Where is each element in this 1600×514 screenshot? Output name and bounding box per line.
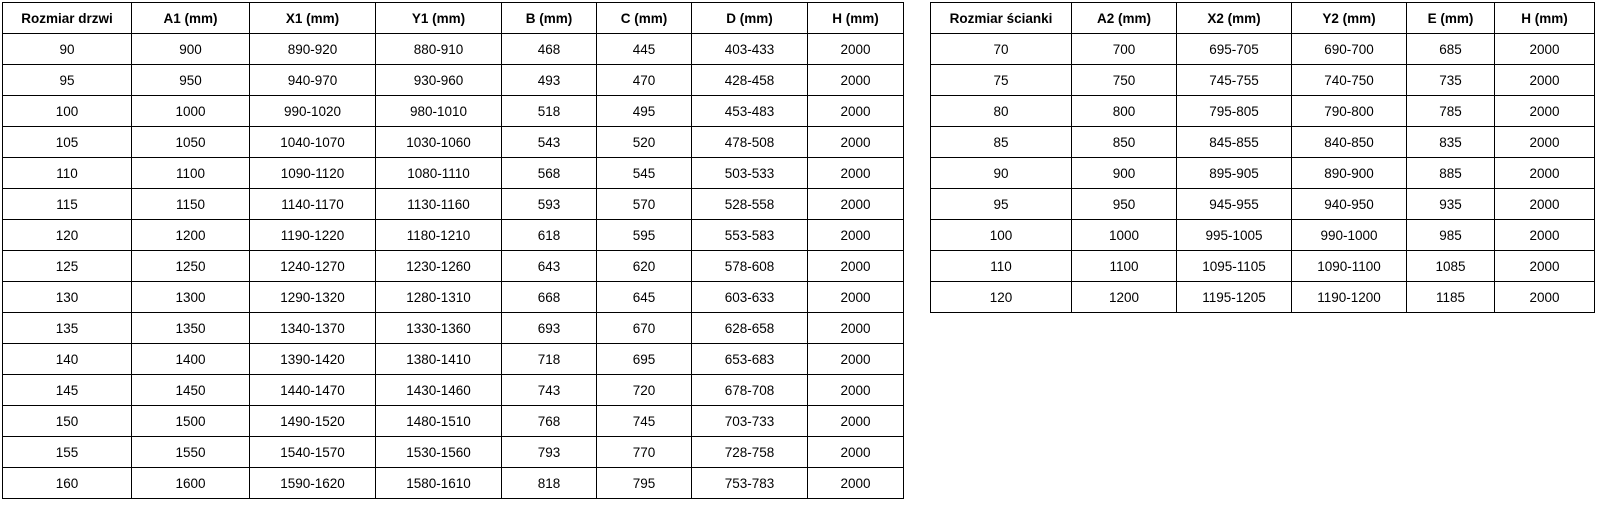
table-cell: 690-700 xyxy=(1292,34,1407,65)
table-cell: 1350 xyxy=(132,313,250,344)
table-cell: 668 xyxy=(502,282,597,313)
table-cell: 2000 xyxy=(808,127,904,158)
table-cell: 120 xyxy=(931,282,1072,313)
table-cell: 1500 xyxy=(132,406,250,437)
table-cell: 850 xyxy=(1072,127,1177,158)
table-cell: 85 xyxy=(931,127,1072,158)
table-row xyxy=(931,65,1595,96)
table-cell: 890-920 xyxy=(250,34,376,65)
column-header: X1 (mm) xyxy=(250,3,376,34)
column-header: B (mm) xyxy=(502,3,597,34)
table-cell: 1530-1560 xyxy=(376,437,502,468)
table-cell: 1550 xyxy=(132,437,250,468)
table-row xyxy=(3,158,904,189)
table-cell: 453-483 xyxy=(692,96,808,127)
table-cell: 70 xyxy=(931,34,1072,65)
table-cell: 568 xyxy=(502,158,597,189)
table-cell: 110 xyxy=(931,251,1072,282)
table-cell: 703-733 xyxy=(692,406,808,437)
table-cell: 1330-1360 xyxy=(376,313,502,344)
table-cell: 1280-1310 xyxy=(376,282,502,313)
table-cell: 628-658 xyxy=(692,313,808,344)
table-cell: 578-608 xyxy=(692,251,808,282)
table-cell: 90 xyxy=(931,158,1072,189)
table-cell: 2000 xyxy=(808,282,904,313)
table-cell: 785 xyxy=(1407,96,1495,127)
table-row xyxy=(931,282,1595,313)
table-cell: 885 xyxy=(1407,158,1495,189)
table-cell: 1230-1260 xyxy=(376,251,502,282)
table-cell: 1480-1510 xyxy=(376,406,502,437)
table-cell: 150 xyxy=(3,406,132,437)
table-cell: 718 xyxy=(502,344,597,375)
table-cell: 940-950 xyxy=(1292,189,1407,220)
column-header: Rozmiar ścianki xyxy=(931,3,1072,34)
table-row xyxy=(3,251,904,282)
table-cell: 1300 xyxy=(132,282,250,313)
table-cell: 1080-1110 xyxy=(376,158,502,189)
table-cell: 835 xyxy=(1407,127,1495,158)
walls-dimensions-table xyxy=(930,2,1595,313)
table-cell: 105 xyxy=(3,127,132,158)
table-cell: 735 xyxy=(1407,65,1495,96)
table-row xyxy=(3,437,904,468)
table-cell: 995-1005 xyxy=(1177,220,1292,251)
table-cell: 1450 xyxy=(132,375,250,406)
table-cell: 155 xyxy=(3,437,132,468)
table-cell: 1390-1420 xyxy=(250,344,376,375)
table-cell: 2000 xyxy=(808,344,904,375)
table-cell: 985 xyxy=(1407,220,1495,251)
table-cell: 745 xyxy=(597,406,692,437)
table-row xyxy=(3,127,904,158)
table-cell: 1100 xyxy=(132,158,250,189)
column-header: X2 (mm) xyxy=(1177,3,1292,34)
column-header: D (mm) xyxy=(692,3,808,34)
table-cell: 695 xyxy=(597,344,692,375)
table-cell: 2000 xyxy=(1495,158,1595,189)
table-cell: 935 xyxy=(1407,189,1495,220)
table-cell: 793 xyxy=(502,437,597,468)
table-cell: 930-960 xyxy=(376,65,502,96)
table-cell: 1580-1610 xyxy=(376,468,502,499)
table-cell: 1290-1320 xyxy=(250,282,376,313)
table-row xyxy=(931,96,1595,127)
table-cell: 840-850 xyxy=(1292,127,1407,158)
table-cell: 518 xyxy=(502,96,597,127)
table-cell: 2000 xyxy=(1495,96,1595,127)
table-cell: 2000 xyxy=(808,220,904,251)
table-cell: 1185 xyxy=(1407,282,1495,313)
table-cell: 945-955 xyxy=(1177,189,1292,220)
table-cell: 743 xyxy=(502,375,597,406)
table-cell: 2000 xyxy=(808,437,904,468)
table-row xyxy=(931,158,1595,189)
table-cell: 800 xyxy=(1072,96,1177,127)
table-cell: 140 xyxy=(3,344,132,375)
table-cell: 768 xyxy=(502,406,597,437)
table-row xyxy=(3,65,904,96)
table-cell: 135 xyxy=(3,313,132,344)
table-cell: 403-433 xyxy=(692,34,808,65)
table-cell: 493 xyxy=(502,65,597,96)
table-cell: 2000 xyxy=(1495,251,1595,282)
table-cell: 618 xyxy=(502,220,597,251)
table-cell: 503-533 xyxy=(692,158,808,189)
table-cell: 700 xyxy=(1072,34,1177,65)
table-cell: 95 xyxy=(3,65,132,96)
table-cell: 890-900 xyxy=(1292,158,1407,189)
table-header-row xyxy=(931,3,1595,34)
table-row xyxy=(3,96,904,127)
table-cell: 2000 xyxy=(808,65,904,96)
table-cell: 2000 xyxy=(808,313,904,344)
column-header: Y1 (mm) xyxy=(376,3,502,34)
table-cell: 80 xyxy=(931,96,1072,127)
table-cell: 593 xyxy=(502,189,597,220)
table-row xyxy=(931,220,1595,251)
table-cell: 980-1010 xyxy=(376,96,502,127)
table-cell: 950 xyxy=(132,65,250,96)
table-cell: 1130-1160 xyxy=(376,189,502,220)
table-cell: 720 xyxy=(597,375,692,406)
table-cell: 645 xyxy=(597,282,692,313)
table-cell: 1240-1270 xyxy=(250,251,376,282)
table-cell: 130 xyxy=(3,282,132,313)
table-cell: 100 xyxy=(3,96,132,127)
table-cell: 553-583 xyxy=(692,220,808,251)
table-cell: 1000 xyxy=(1072,220,1177,251)
table-cell: 1150 xyxy=(132,189,250,220)
table-cell: 1380-1410 xyxy=(376,344,502,375)
table-cell: 545 xyxy=(597,158,692,189)
table-row xyxy=(3,406,904,437)
table-cell: 570 xyxy=(597,189,692,220)
table-cell: 2000 xyxy=(1495,34,1595,65)
table-cell: 1140-1170 xyxy=(250,189,376,220)
table-cell: 693 xyxy=(502,313,597,344)
table-cell: 643 xyxy=(502,251,597,282)
table-cell: 1490-1520 xyxy=(250,406,376,437)
table-cell: 740-750 xyxy=(1292,65,1407,96)
table-cell: 818 xyxy=(502,468,597,499)
walls-dimensions-table-container xyxy=(930,2,1595,313)
table-cell: 100 xyxy=(931,220,1072,251)
table-cell: 900 xyxy=(132,34,250,65)
table-cell: 1085 xyxy=(1407,251,1495,282)
table-cell: 2000 xyxy=(1495,65,1595,96)
table-cell: 2000 xyxy=(808,158,904,189)
table-cell: 1190-1220 xyxy=(250,220,376,251)
table-cell: 1090-1120 xyxy=(250,158,376,189)
table-cell: 770 xyxy=(597,437,692,468)
table-cell: 75 xyxy=(931,65,1072,96)
table-row xyxy=(3,344,904,375)
table-cell: 2000 xyxy=(1495,220,1595,251)
table-cell: 145 xyxy=(3,375,132,406)
table-cell: 790-800 xyxy=(1292,96,1407,127)
table-cell: 1040-1070 xyxy=(250,127,376,158)
table-cell: 470 xyxy=(597,65,692,96)
table-cell: 2000 xyxy=(808,468,904,499)
table-cell: 468 xyxy=(502,34,597,65)
table-cell: 845-855 xyxy=(1177,127,1292,158)
table-row xyxy=(3,282,904,313)
table-cell: 120 xyxy=(3,220,132,251)
column-header: H (mm) xyxy=(1495,3,1595,34)
table-row xyxy=(931,127,1595,158)
table-header-row xyxy=(3,3,904,34)
table-cell: 2000 xyxy=(1495,282,1595,313)
column-header: A1 (mm) xyxy=(132,3,250,34)
table-row xyxy=(3,220,904,251)
table-cell: 445 xyxy=(597,34,692,65)
table-cell: 950 xyxy=(1072,189,1177,220)
table-cell: 750 xyxy=(1072,65,1177,96)
table-cell: 110 xyxy=(3,158,132,189)
doors-dimensions-table xyxy=(2,2,904,499)
table-cell: 1050 xyxy=(132,127,250,158)
table-cell: 728-758 xyxy=(692,437,808,468)
table-cell: 595 xyxy=(597,220,692,251)
table-cell: 2000 xyxy=(808,375,904,406)
column-header: H (mm) xyxy=(808,3,904,34)
table-cell: 528-558 xyxy=(692,189,808,220)
table-cell: 1200 xyxy=(1072,282,1177,313)
table-cell: 678-708 xyxy=(692,375,808,406)
table-cell: 1590-1620 xyxy=(250,468,376,499)
table-cell: 1340-1370 xyxy=(250,313,376,344)
table-cell: 880-910 xyxy=(376,34,502,65)
table-row xyxy=(3,189,904,220)
column-header: E (mm) xyxy=(1407,3,1495,34)
table-cell: 2000 xyxy=(1495,127,1595,158)
table-cell: 900 xyxy=(1072,158,1177,189)
table-cell: 653-683 xyxy=(692,344,808,375)
table-cell: 160 xyxy=(3,468,132,499)
table-row xyxy=(3,468,904,499)
table-cell: 685 xyxy=(1407,34,1495,65)
column-header: A2 (mm) xyxy=(1072,3,1177,34)
table-row xyxy=(931,189,1595,220)
table-cell: 115 xyxy=(3,189,132,220)
table-row xyxy=(931,251,1595,282)
table-cell: 753-783 xyxy=(692,468,808,499)
column-header: Rozmiar drzwi xyxy=(3,3,132,34)
table-cell: 695-705 xyxy=(1177,34,1292,65)
table-cell: 90 xyxy=(3,34,132,65)
table-cell: 2000 xyxy=(808,189,904,220)
table-cell: 795 xyxy=(597,468,692,499)
table-cell: 940-970 xyxy=(250,65,376,96)
table-cell: 2000 xyxy=(808,251,904,282)
table-cell: 1250 xyxy=(132,251,250,282)
table-cell: 1095-1105 xyxy=(1177,251,1292,282)
table-cell: 620 xyxy=(597,251,692,282)
table-cell: 990-1020 xyxy=(250,96,376,127)
table-cell: 1000 xyxy=(132,96,250,127)
table-cell: 670 xyxy=(597,313,692,344)
table-cell: 95 xyxy=(931,189,1072,220)
table-cell: 1030-1060 xyxy=(376,127,502,158)
table-cell: 603-633 xyxy=(692,282,808,313)
table-cell: 125 xyxy=(3,251,132,282)
table-cell: 990-1000 xyxy=(1292,220,1407,251)
table-cell: 745-755 xyxy=(1177,65,1292,96)
table-cell: 895-905 xyxy=(1177,158,1292,189)
table-cell: 1440-1470 xyxy=(250,375,376,406)
table-cell: 428-458 xyxy=(692,65,808,96)
column-header: Y2 (mm) xyxy=(1292,3,1407,34)
table-cell: 2000 xyxy=(1495,189,1595,220)
table-cell: 2000 xyxy=(808,34,904,65)
table-cell: 1400 xyxy=(132,344,250,375)
table-cell: 2000 xyxy=(808,96,904,127)
table-cell: 1090-1100 xyxy=(1292,251,1407,282)
table-cell: 2000 xyxy=(808,406,904,437)
table-row xyxy=(3,375,904,406)
table-cell: 1195-1205 xyxy=(1177,282,1292,313)
table-cell: 1540-1570 xyxy=(250,437,376,468)
table-row xyxy=(3,313,904,344)
table-cell: 520 xyxy=(597,127,692,158)
table-cell: 495 xyxy=(597,96,692,127)
table-cell: 478-508 xyxy=(692,127,808,158)
table-row xyxy=(931,34,1595,65)
column-header: C (mm) xyxy=(597,3,692,34)
table-cell: 1190-1200 xyxy=(1292,282,1407,313)
table-cell: 795-805 xyxy=(1177,96,1292,127)
table-cell: 1200 xyxy=(132,220,250,251)
table-cell: 1600 xyxy=(132,468,250,499)
table-row xyxy=(3,34,904,65)
table-cell: 1180-1210 xyxy=(376,220,502,251)
table-cell: 1100 xyxy=(1072,251,1177,282)
doors-dimensions-table-container xyxy=(2,2,904,499)
table-cell: 1430-1460 xyxy=(376,375,502,406)
table-cell: 543 xyxy=(502,127,597,158)
